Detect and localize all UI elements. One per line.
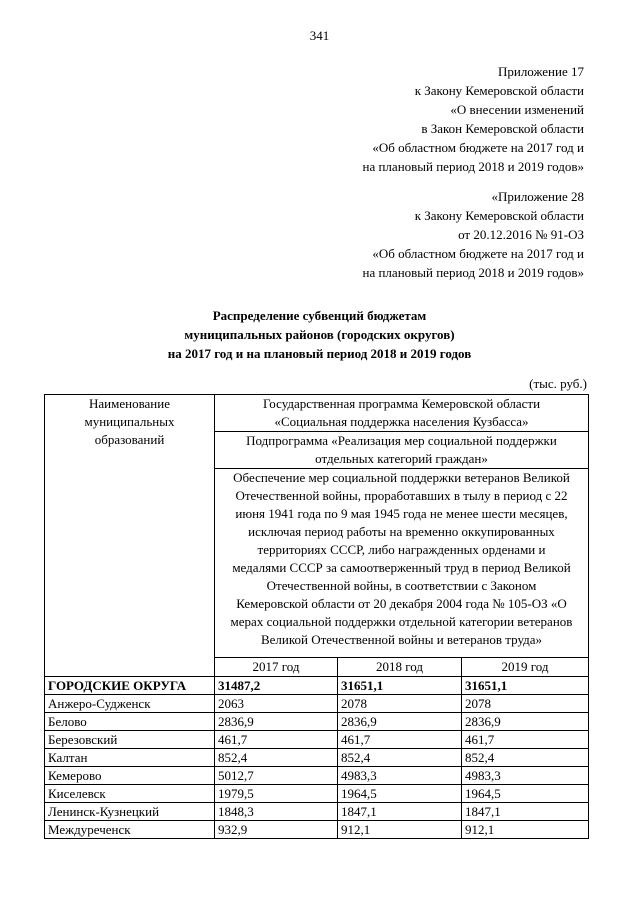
row-name: Березовский <box>45 731 215 749</box>
appendix-17-header <box>363 62 585 176</box>
value-2017: 5012,7 <box>215 767 338 785</box>
measure-line: территориях СССР, либо награжденных орденами и <box>257 542 546 557</box>
table-row <box>45 749 589 767</box>
measure-line: июня 1941 года по 9 мая 1945 года не менее шести месяцев, <box>235 506 568 521</box>
value-2017: 2063 <box>215 695 338 713</box>
table-row <box>45 803 589 821</box>
appendix-line: «Приложение 28 <box>491 189 584 204</box>
value-2019: 4983,3 <box>462 767 589 785</box>
appendix-line: от 20.12.2016 № 91-ОЗ <box>458 227 584 242</box>
title-line: на 2017 год и на плановый период 2018 и 2019 годов <box>167 346 472 361</box>
value-2019: 2836,9 <box>462 713 589 731</box>
measure-line: Обеспечение мер социальной поддержки ветеранов Великой <box>233 470 570 485</box>
subprogram-header <box>215 432 589 469</box>
title-line: Распределение субвенций бюджетам <box>212 308 427 323</box>
value-2019: 31651,1 <box>462 677 589 695</box>
appendix-line: на плановый период 2018 и 2019 годов» <box>362 265 584 280</box>
row-name: Киселевск <box>45 785 215 803</box>
header-line: образований <box>94 432 165 447</box>
value-2018: 2078 <box>338 695 462 713</box>
value-2019: 1964,5 <box>462 785 589 803</box>
appendix-line: «Об областном бюджете на 2017 год и <box>372 140 584 155</box>
value-2017: 2836,9 <box>215 713 338 731</box>
measure-line: исключая период работы на временно оккупированных <box>248 524 555 539</box>
value-2017: 852,4 <box>215 749 338 767</box>
value-2019: 1847,1 <box>462 803 589 821</box>
appendix-line: к Закону Кемеровской области <box>414 83 584 98</box>
appendix-line: на плановый период 2018 и 2019 годов» <box>362 159 584 174</box>
appendix-line: в Закон Кемеровской области <box>421 121 584 136</box>
row-name: Междуреченск <box>45 821 215 839</box>
subventions-table <box>44 394 589 839</box>
measure-line: медалями СССР за самоотверженный труд в период Великой <box>232 560 571 575</box>
row-name: Калтан <box>45 749 215 767</box>
table-row <box>45 677 589 695</box>
measure-line: Отечественной войны, в соответствии с Законом <box>266 578 537 593</box>
value-2018: 461,7 <box>338 731 462 749</box>
table-row <box>45 785 589 803</box>
value-2018: 1847,1 <box>338 803 462 821</box>
row-name: Ленинск-Кузнецкий <box>45 803 215 821</box>
table-row <box>45 767 589 785</box>
value-2019: 852,4 <box>462 749 589 767</box>
program-line: «Социальная поддержка населения Кузбасса» <box>274 414 529 429</box>
program-line: Государственная программа Кемеровской области <box>262 396 541 411</box>
appendix-line: «Об областном бюджете на 2017 год и <box>372 246 584 261</box>
appendix-line: «О внесении изменений <box>450 102 584 117</box>
measure-header <box>215 469 589 658</box>
row-name: Анжеро-Судженск <box>45 695 215 713</box>
measure-line: мерах социальной поддержки отдельной категории ветеранов <box>230 614 573 629</box>
year-header-2017: 2017 год <box>215 658 338 677</box>
subprogram-line: Подпрограмма «Реализация мер социальной поддержки <box>246 433 557 448</box>
value-2018: 1964,5 <box>338 785 462 803</box>
measure-line: Кемеровской области от 20 декабря 2004 года № 105-ОЗ «О <box>236 596 567 611</box>
appendix-28-header <box>363 187 585 282</box>
header-line: муниципальных <box>84 414 175 429</box>
value-2019: 2078 <box>462 695 589 713</box>
page-number: 341 <box>309 28 330 43</box>
name-column-header <box>45 395 215 677</box>
appendix-line: Приложение 17 <box>497 64 584 79</box>
value-2019: 461,7 <box>462 731 589 749</box>
table-row <box>45 821 589 839</box>
value-2018: 31651,1 <box>338 677 462 695</box>
row-name: ГОРОДСКИЕ ОКРУГА <box>45 677 215 695</box>
table-row <box>45 695 589 713</box>
value-2017: 1979,5 <box>215 785 338 803</box>
value-2017: 932,9 <box>215 821 338 839</box>
subprogram-line: отдельных категорий граждан» <box>315 451 488 466</box>
program-header <box>215 395 589 432</box>
document-title <box>0 306 639 363</box>
value-2018: 4983,3 <box>338 767 462 785</box>
value-2019: 912,1 <box>462 821 589 839</box>
value-2018: 2836,9 <box>338 713 462 731</box>
row-name: Белово <box>45 713 215 731</box>
value-2017: 31487,2 <box>215 677 338 695</box>
year-header-2018: 2018 год <box>338 658 462 677</box>
measure-line: Отечественной войны, проработавших в тылу в период с 22 <box>235 488 568 503</box>
table-row <box>45 713 589 731</box>
value-2017: 461,7 <box>215 731 338 749</box>
value-2018: 852,4 <box>338 749 462 767</box>
year-header-2019: 2019 год <box>462 658 589 677</box>
header-line: Наименование <box>89 396 170 411</box>
table-row <box>45 731 589 749</box>
value-2017: 1848,3 <box>215 803 338 821</box>
measure-line: Великой Отечественной войны и ветеранов труда» <box>260 632 543 647</box>
appendix-line: к Закону Кемеровской области <box>414 208 584 223</box>
value-2018: 912,1 <box>338 821 462 839</box>
row-name: Кемерово <box>45 767 215 785</box>
title-line: муниципальных районов (городских округов) <box>184 327 455 342</box>
units-label: (тыс. руб.) <box>529 376 587 391</box>
